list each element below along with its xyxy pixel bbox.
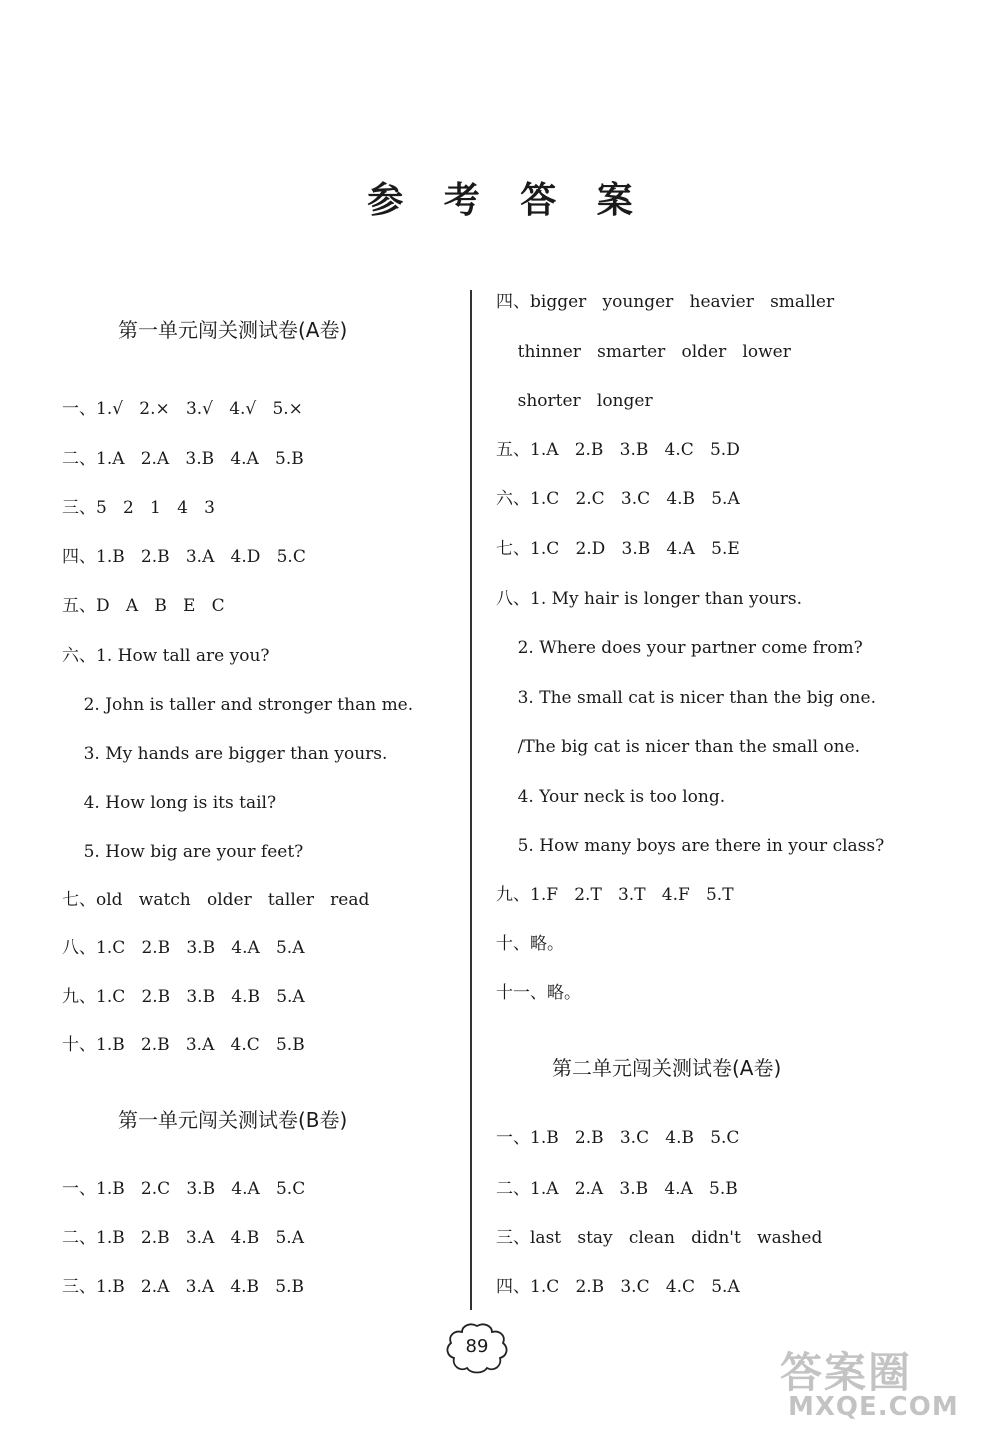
answer-line: shorter longer [496,391,653,411]
answer-line: 5. How many boys are there in your class? [496,836,885,856]
answer-line: 十、1.B 2.B 3.A 4.C 5.B [62,1035,305,1055]
answer-line: 2. Where does your partner come from? [496,638,863,658]
answer-line: 五、D A B E C [62,596,225,616]
answer-line: 二、1.A 2.A 3.B 4.A 5.B [62,449,304,469]
answer-line: 六、1.C 2.C 3.C 4.B 5.A [496,489,740,509]
answer-line: 一、1.B 2.B 3.C 4.B 5.C [496,1128,740,1148]
answer-line: 七、old watch older taller read [62,890,370,910]
answer-line: 五、1.A 2.B 3.B 4.C 5.D [496,440,740,460]
answer-line: thinner smarter older lower [496,342,791,362]
answer-line: 九、1.C 2.B 3.B 4.B 5.A [62,987,305,1007]
answer-line: 三、1.B 2.A 3.A 4.B 5.B [62,1277,304,1297]
answer-line: 二、1.B 2.B 3.A 4.B 5.A [62,1228,304,1248]
answer-line: 一、1.B 2.C 3.B 4.A 5.C [62,1179,306,1199]
answer-line: 二、1.A 2.A 3.B 4.A 5.B [496,1179,738,1199]
answer-line: 一、1.√ 2.× 3.√ 4.√ 5.× [62,399,303,419]
page-number-badge [446,1322,508,1374]
watermark-top: 答案圈 [780,1348,913,1397]
answer-line: 三、last stay clean didn't washed [496,1228,823,1248]
page-number: 89 [465,1336,489,1357]
answer-line: 5. How big are your feet? [62,842,304,862]
answer-line: 九、1.F 2.T 3.T 4.F 5.T [496,885,734,905]
answer-line: 4. Your neck is too long. [496,787,726,807]
page-title: 参 考 答 案 [367,180,647,221]
answer-line: 2. John is taller and stronger than me. [62,695,414,715]
column-divider [470,290,472,1310]
answer-line: 八、1. My hair is longer than yours. [496,589,803,609]
answer-line: 七、1.C 2.D 3.B 4.A 5.E [496,539,740,559]
answer-line: 3. My hands are bigger than yours. [62,744,388,764]
answer-line: 三、5 2 1 4 3 [62,498,215,518]
section-title-unit1-b: 第一单元闯关测试卷(B卷) [118,1108,348,1132]
answer-line: 十一、略。 [496,983,581,1003]
answer-line: 3. The small cat is nicer than the big one. [496,688,876,708]
answer-line: 四、bigger younger heavier smaller [496,292,835,312]
section-title-unit2-a: 第二单元闯关测试卷(A卷) [552,1056,782,1080]
answer-line: 四、1.B 2.B 3.A 4.D 5.C [62,547,306,567]
answer-line: 六、1. How tall are you? [62,646,270,666]
answer-line: 十、略。 [496,934,564,954]
answer-line: 4. How long is its tail? [62,793,277,813]
answer-line: /The big cat is nicer than the small one. [496,737,861,757]
watermark-bottom: MXQE.COM [788,1392,959,1422]
answer-line: 八、1.C 2.B 3.B 4.A 5.A [62,938,305,958]
watermark-logo [780,1340,990,1420]
answer-line: 四、1.C 2.B 3.C 4.C 5.A [496,1277,740,1297]
section-title-unit1-a: 第一单元闯关测试卷(A卷) [118,318,348,342]
